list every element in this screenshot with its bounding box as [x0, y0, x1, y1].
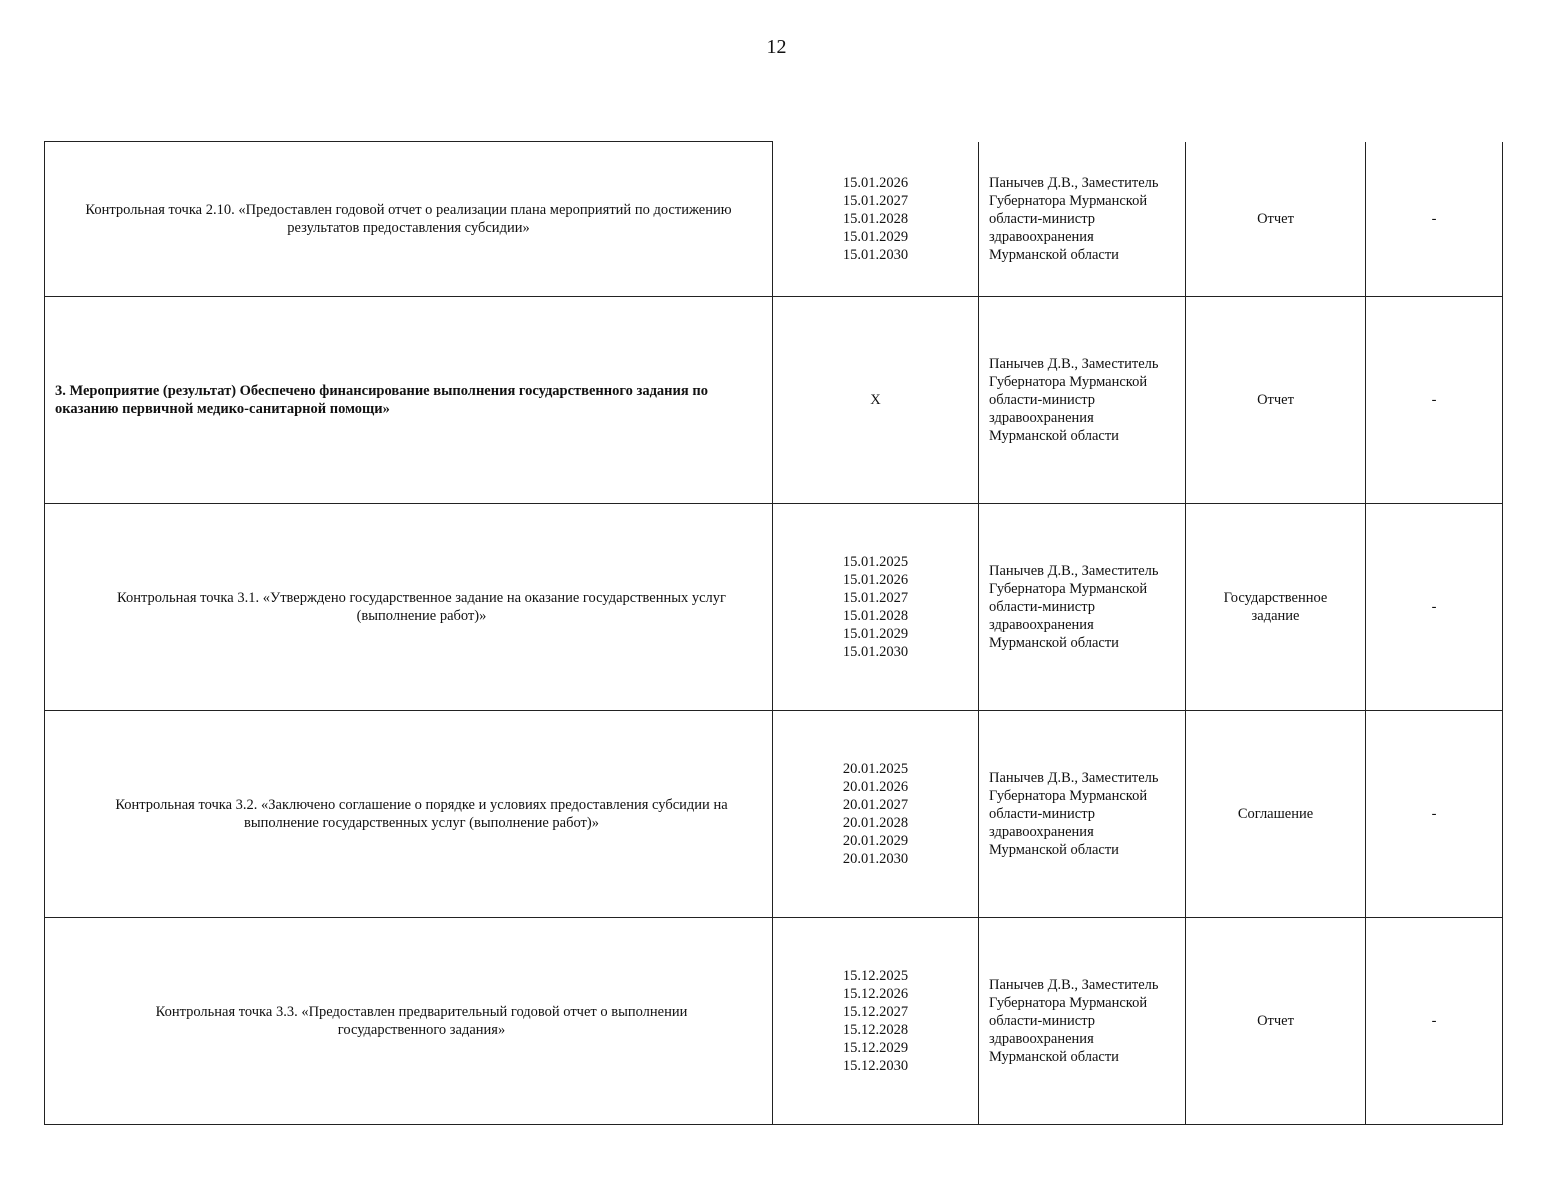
date: X [870, 392, 881, 408]
responsible-line: Губернатора Мурманской [989, 581, 1148, 597]
row-dates [773, 918, 979, 1125]
date: 15.01.2030 [842, 644, 909, 660]
row-responsible [979, 504, 1186, 711]
responsible-line: Мурманской области [989, 842, 1119, 858]
responsible-line: области-министр [989, 599, 1095, 615]
control-points-table [44, 141, 1503, 1125]
table-row [45, 297, 1503, 504]
responsible-line: области-министр [989, 392, 1095, 408]
date: 15.01.2028 [842, 608, 909, 624]
responsible-line: Мурманской области [989, 246, 1119, 263]
responsible-line: Губернатора Мурманской [989, 995, 1148, 1011]
date: 20.01.2025 [842, 761, 909, 777]
date: 15.12.2026 [842, 986, 909, 1002]
date: 20.01.2030 [842, 851, 909, 867]
date: 20.01.2029 [842, 833, 909, 849]
table-row [45, 142, 1503, 297]
date: 15.12.2027 [842, 1004, 909, 1020]
row-dates [773, 297, 979, 504]
date: 15.12.2025 [842, 968, 909, 984]
date: 15.12.2029 [842, 1040, 909, 1056]
responsible-line: Мурманской области [989, 428, 1119, 444]
row-document: Соглашение [1186, 711, 1366, 918]
responsible-line: Панычев Д.В., Заместитель [989, 770, 1159, 786]
row-name: Контрольная точка 3.3. «Предоставлен предварительный годовой отчет о выполнении государственного задания» [45, 918, 773, 1125]
responsible-line: здравоохранения [989, 410, 1094, 426]
date: 15.01.2029 [842, 228, 909, 245]
responsible-line: Панычев Д.В., Заместитель [989, 174, 1159, 191]
responsible-line: здравоохранения [989, 824, 1094, 840]
row-dates [773, 711, 979, 918]
row-note: - [1366, 297, 1503, 504]
row-dates [773, 504, 979, 711]
responsible-line: Панычев Д.В., Заместитель [989, 563, 1159, 579]
date: 15.12.2028 [842, 1022, 909, 1038]
date: 15.01.2026 [842, 572, 909, 588]
row-note: - [1366, 142, 1503, 297]
responsible-line: Мурманской области [989, 635, 1119, 651]
date: 20.01.2028 [842, 815, 909, 831]
date: 15.01.2027 [842, 192, 909, 209]
row-document: Государственное задание [1186, 504, 1366, 711]
date: 15.01.2026 [842, 174, 909, 191]
row-document: Отчет [1186, 297, 1366, 504]
date: 15.12.2030 [842, 1058, 909, 1074]
row-note: - [1366, 711, 1503, 918]
table-row [45, 918, 1503, 1125]
row-name: 3. Мероприятие (результат) Обеспечено финансирование выполнения государственного задания по оказанию первичной медико-санитарной помощи» [45, 297, 773, 504]
responsible-line: Губернатора Мурманской [989, 192, 1148, 209]
page-number: 12 [766, 36, 787, 58]
responsible-line: Панычев Д.В., Заместитель [989, 977, 1159, 993]
date: 15.01.2029 [842, 626, 909, 642]
date: 20.01.2027 [842, 797, 909, 813]
responsible-line: области-министр [989, 210, 1095, 227]
responsible-line: Мурманской области [989, 1049, 1119, 1065]
row-name: Контрольная точка 2.10. «Предоставлен годовой отчет о реализации плана мероприятий по достижению результатов предоставления субсидии» [45, 142, 773, 297]
responsible-line: Губернатора Мурманской [989, 374, 1148, 390]
date: 15.01.2028 [842, 210, 909, 227]
row-responsible [979, 918, 1186, 1125]
row-name: Контрольная точка 3.2. «Заключено соглашение о порядке и условиях предоставления субсидии на выполнение государственных услуг (выполнение работ)» [45, 711, 773, 918]
responsible-line: области-министр [989, 806, 1095, 822]
table-row [45, 711, 1503, 918]
table-row [45, 504, 1503, 711]
row-document: Отчет [1186, 142, 1366, 297]
row-responsible [979, 297, 1186, 504]
responsible-line: Губернатора Мурманской [989, 788, 1148, 804]
responsible-line: здравоохранения [989, 228, 1094, 245]
row-dates [773, 142, 979, 297]
row-responsible [979, 142, 1186, 297]
responsible-line: Панычев Д.В., Заместитель [989, 356, 1159, 372]
responsible-line: здравоохранения [989, 1031, 1094, 1047]
row-note: - [1366, 918, 1503, 1125]
date: 15.01.2025 [842, 554, 909, 570]
responsible-line: области-министр [989, 1013, 1095, 1029]
date: 15.01.2030 [842, 246, 909, 263]
row-document: Отчет [1186, 918, 1366, 1125]
date: 15.01.2027 [842, 590, 909, 606]
date: 20.01.2026 [842, 779, 909, 795]
row-responsible [979, 711, 1186, 918]
responsible-line: здравоохранения [989, 617, 1094, 633]
row-note: - [1366, 504, 1503, 711]
row-name: Контрольная точка 3.1. «Утверждено государственное задание на оказание государственных услуг (выполнение работ)» [45, 504, 773, 711]
